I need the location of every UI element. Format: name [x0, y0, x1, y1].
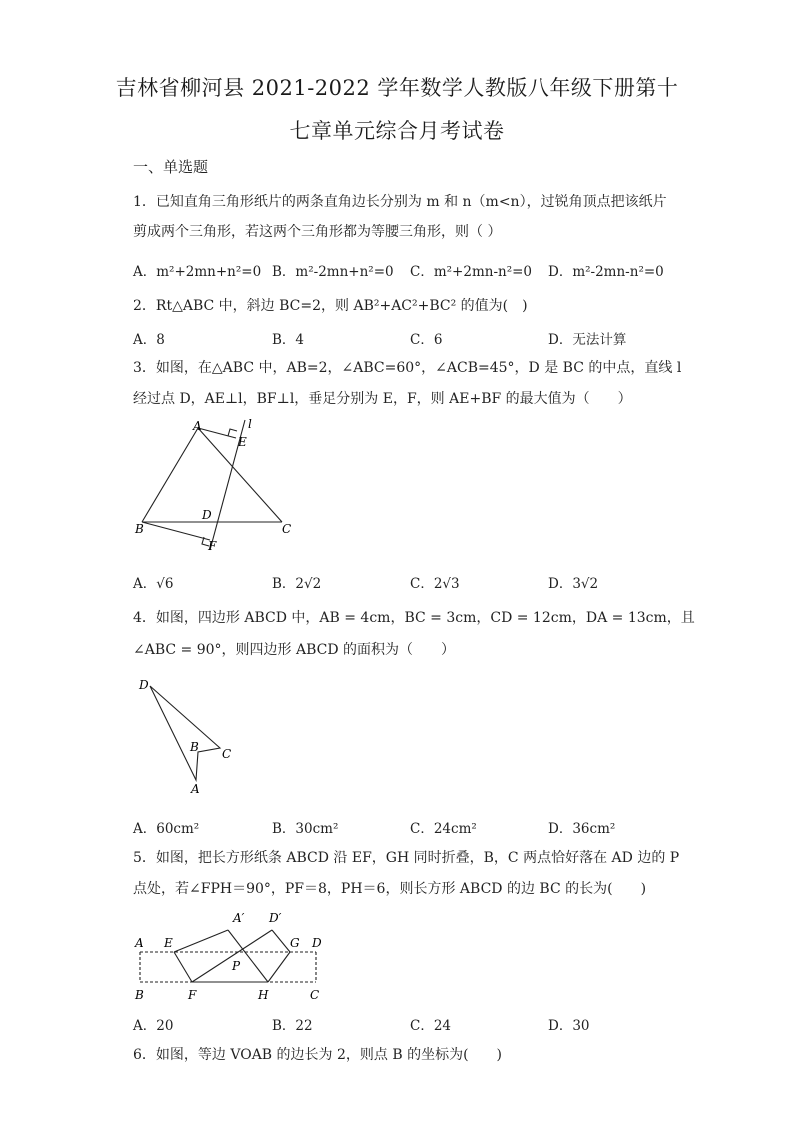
- q5-line1: 5．如图，把长方形纸条 ABCD 沿 EF，GH 同时折叠，B，C 两点恰好落在 AD 边的 P: [133, 850, 680, 866]
- q5-label-g: G: [290, 936, 300, 950]
- q5-label-h: H: [258, 988, 269, 1002]
- q4-quadrilateral-figure: [130, 672, 250, 802]
- q5-label-d-prime: D′: [269, 911, 282, 925]
- q4-line2: ∠ABC = 90°，则四边形 ABCD 的面积为（ ）: [133, 642, 456, 658]
- q1-option-d: D．m²-2mn-n²=0: [548, 264, 664, 280]
- q4-label-c: C: [222, 747, 232, 761]
- q3-option-c: C．2√3: [410, 576, 460, 592]
- q4-line1: 4．如图，四边形 ABCD 中，AB = 4cm，BC = 3cm，CD = 12cm，DA = 13cm，且: [133, 610, 695, 626]
- q1-option-b: B．m²-2mn+n²=0: [272, 264, 394, 280]
- q3-line2: 经过点 D，AE⊥l，BF⊥l，垂足分别为 E，F，则 AE+BF 的最大值为（ ）: [133, 391, 632, 407]
- q3-triangle-figure: [130, 412, 310, 562]
- q3-option-d: D．3√2: [548, 576, 599, 592]
- q3-line1: 3．如图，在△ABC 中，AB=2，∠ABC=60°，∠ACB=45°，D 是 BC 的中点，直线 l: [133, 360, 682, 376]
- q2-option-a: A．8: [133, 332, 165, 348]
- q3-label-a: A: [193, 419, 202, 433]
- q5-folded-strip-figure: [130, 904, 340, 1008]
- page-title-line1: 吉林省柳河县 2021-2022 学年数学人教版八年级下册第十: [115, 76, 679, 100]
- q1-option-c: C．m²+2mn-n²=0: [410, 264, 533, 280]
- q3-label-f: F: [208, 539, 217, 553]
- q4-option-b: B．30cm²: [272, 821, 339, 837]
- q5-label-e: E: [164, 936, 173, 950]
- q4-label-b: B: [190, 740, 199, 754]
- section-heading: 一、单选题: [133, 158, 209, 176]
- q4-label-d: D: [139, 678, 149, 692]
- q3-label-c: C: [282, 522, 292, 536]
- q3-label-b: B: [135, 522, 144, 536]
- q5-line2: 点处，若∠FPH＝90°，PF＝8，PH＝6，则长方形 ABCD 的边 BC 的长为( ): [133, 881, 647, 897]
- q5-option-a: A．20: [133, 1018, 174, 1034]
- q5-option-b: B．22: [272, 1018, 313, 1034]
- q3-label-d: D: [202, 508, 212, 522]
- q2-option-d: D．无法计算: [548, 332, 627, 348]
- q1-line1: 1．已知直角三角形纸片的两条直角边长分别为 m 和 n（m<n），过锐角顶点把该纸片: [133, 194, 667, 210]
- page-title-line2: 七章单元综合月考试卷: [289, 119, 505, 143]
- q2-option-c: C．6: [410, 332, 443, 348]
- q5-option-c: C．24: [410, 1018, 452, 1034]
- q5-label-d: D: [312, 936, 322, 950]
- q3-label-l: l: [248, 417, 252, 431]
- q1-option-a: A．m²+2mn+n²=0: [133, 264, 262, 280]
- q3-label-e: E: [238, 435, 247, 449]
- q5-label-c: C: [310, 988, 320, 1002]
- q2-option-b: B．4: [272, 332, 305, 348]
- q5-label-f: F: [188, 988, 197, 1002]
- q5-label-a-prime: A′: [233, 911, 245, 925]
- q4-option-c: C．24cm²: [410, 821, 477, 837]
- q5-label-a: A: [135, 936, 144, 950]
- q4-option-d: D．36cm²: [548, 821, 616, 837]
- q1-line2: 剪成两个三角形，若这两个三角形都为等腰三角形，则（ ）: [133, 224, 502, 240]
- q6-line1: 6．如图，等边 VOAB 的边长为 2，则点 B 的坐标为( ): [133, 1047, 503, 1063]
- q2-line1: 2．Rt△ABC 中，斜边 BC=2，则 AB²+AC²+BC² 的值为( ): [133, 298, 528, 314]
- q5-label-p: P: [232, 959, 241, 973]
- q3-option-b: B．2√2: [272, 576, 322, 592]
- q3-option-a: A．√6: [133, 576, 174, 592]
- q4-option-a: A．60cm²: [133, 821, 200, 837]
- q4-label-a: A: [191, 782, 200, 796]
- q5-label-b: B: [135, 988, 144, 1002]
- q5-option-d: D．30: [548, 1018, 590, 1034]
